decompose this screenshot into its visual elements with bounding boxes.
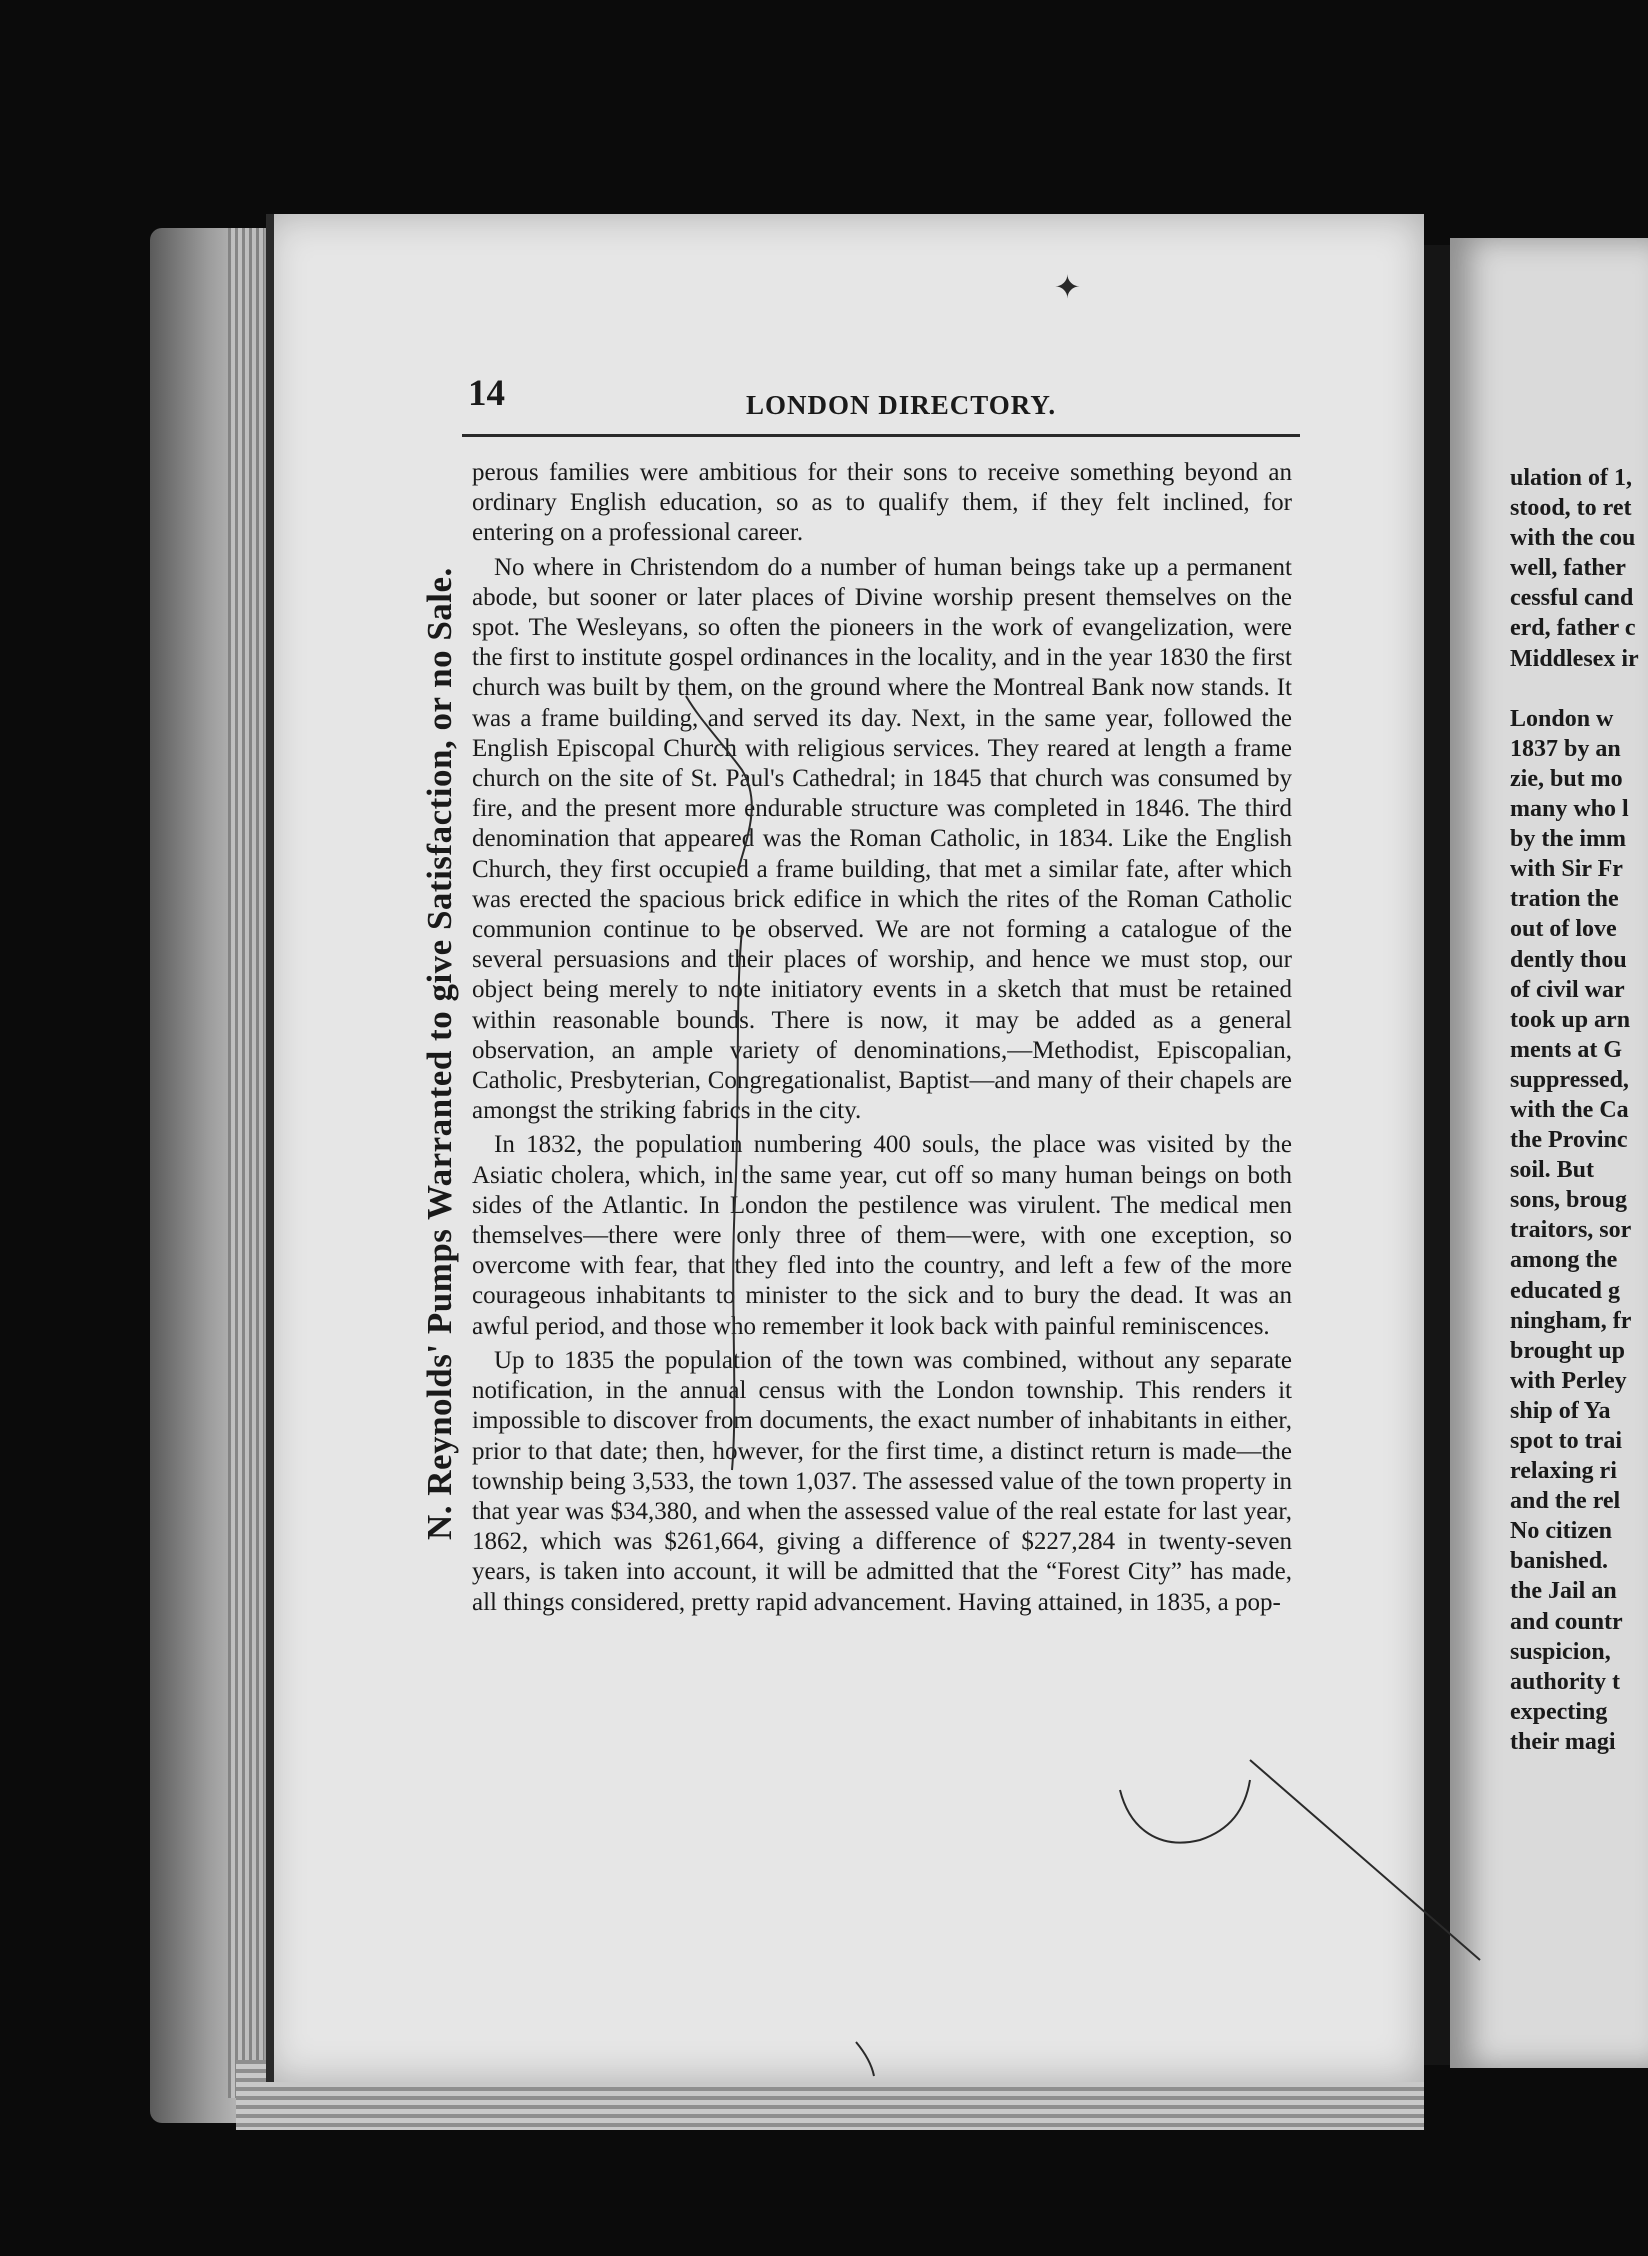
right-page-line: suspicion, — [1510, 1638, 1611, 1665]
right-page-line: with the cou — [1510, 525, 1636, 552]
right-page-line: soil. But — [1510, 1157, 1595, 1184]
right-page-line: expecting — [1510, 1698, 1608, 1725]
right-page-line: spot to trai — [1510, 1428, 1622, 1454]
right-page-line: stood, to ret — [1510, 495, 1632, 522]
right-page-line: dently thou — [1510, 946, 1627, 973]
right-page-line: traitors, sor — [1510, 1217, 1632, 1244]
right-page-line: London w — [1510, 705, 1614, 732]
right-page-line: zie, but mo — [1510, 765, 1623, 792]
right-page-line: ments at G — [1510, 1036, 1622, 1063]
paragraph: No where in Christendom do a number of human beings take up a permanent abode, but sooner or later places of Divine worship present themselves on the spot. The Wesleyans, so often the pioneers in the work of evangelization, were the first to institute gospel ordinances in the locality, and in the year 1830 the first church was built by them, on the ground where the Montreal Bank now stands. It was a frame building, and served its day. Next, in the same year, followed the English Episcopal Church with religious services. They reared at length a frame church on the site of St. Paul's Cathedral; in 1845 that church was consumed by fire, and the present more endurable structure was completed in 1846. The third denomination that appeared was the Roman Catholic, in 1834. Like the English Church, they first occupied a frame building, that met a similar fate, after which was erected the spacious brick edifice in which the rites of the Roman Catholic communion continue to be observed. We are not forming a catalogue of the several persuasions and their places of worship, and hence we must stop, our object being merely to note initiatory events in a sketch that must be retained within reasonable bounds. There is now, it may be added as a general observation, an ample variety of denominations,—Methodist, Episcopalian, Catholic, Presbyterian, Congregationalist, Baptist—and many of their chapels are amongst the striking fabrics in the city. — [472, 553, 1292, 1125]
right-page-line: ningham, fr — [1510, 1307, 1632, 1334]
right-page-line: with Sir Fr — [1510, 856, 1623, 883]
right-page-line: ulation of 1, — [1510, 465, 1633, 491]
right-page-line: sons, broug — [1510, 1187, 1627, 1214]
right-page-line: the Jail an — [1510, 1578, 1617, 1605]
right-page-line: relaxing ri — [1510, 1458, 1617, 1485]
right-page-line: educated g — [1510, 1277, 1620, 1304]
right-page-line: out of love — [1510, 916, 1617, 943]
right-page-line: erd, father c — [1510, 615, 1636, 642]
right-page-line: cessful cand — [1510, 585, 1634, 612]
right-page-line: ship of Ya — [1510, 1397, 1611, 1424]
right-page-line: well, father — [1510, 555, 1626, 582]
right-page-line: authority t — [1510, 1668, 1620, 1695]
right-page-line: tration the — [1510, 886, 1619, 913]
running-head: LONDON DIRECTORY. — [746, 390, 1057, 420]
page-number: 14 — [468, 373, 505, 414]
right-page-line: their magi — [1510, 1728, 1616, 1755]
right-page-line: No citizen — [1510, 1518, 1612, 1545]
right-page-line: took up arn — [1510, 1006, 1631, 1033]
right-page-line: banished. — [1510, 1548, 1609, 1575]
right-page-line: and countr — [1510, 1608, 1623, 1635]
right-page-line: many who l — [1510, 796, 1629, 823]
ink-mark: ✦ — [1054, 269, 1081, 305]
right-page-line: with the Ca — [1510, 1096, 1629, 1123]
right-page-line: the Provinc — [1510, 1127, 1628, 1154]
right-page-line: brought up — [1510, 1337, 1625, 1364]
right-page-line: with Perley — [1510, 1367, 1627, 1394]
right-page-line: Middlesex ir — [1510, 645, 1639, 672]
right-page-line: of civil war — [1510, 976, 1625, 1003]
right-page-line: 1837 by an — [1510, 735, 1621, 762]
paragraph: perous families were ambitious for their sons to receive something beyond an ordinary English education, so as to qualify them, if they felt inclined, for entering on a professional career. — [472, 459, 1292, 547]
right-page-line: suppressed, — [1510, 1066, 1629, 1093]
right-page-line: and the rel — [1510, 1488, 1621, 1515]
side-advertisement: N. Reynolds' Pumps Warranted to give Satisfaction, or no Sale. — [420, 567, 459, 1540]
right-page-line: among the — [1510, 1247, 1618, 1274]
paragraph: In 1832, the population numbering 400 souls, the place was visited by the Asiatic cholera, which, in the same year, cut off so many human beings on both sides of the Atlantic. In London the pestilence was virulent. The medical men themselves—there were only three of them—were, with one exception, so overcome with fear, that they fled into the country, and left a few of the more courageous inhabitants to minister to the sick and to bury the dead. It was an awful period, and those who remember it look back with painful reminiscences. — [472, 1131, 1292, 1340]
right-page-line: by the imm — [1510, 826, 1626, 853]
paragraph: Up to 1835 the population of the town was combined, without any separate notification, in the annual census with the London township. This renders it impossible to discover from documents, the exact number of inhabitants in either, prior to that date; then, however, for the first time, a distinct return is made—the township being 3,533, the town 1,037. The assessed value of the town property in that year was $34,380, and when the assessed value of the real estate for last year, 1862, which was $261,664, giving a difference of $227,284 in twenty-seven years, is taken into account, it will be admitted that the “Forest City” has made, all things considered, pretty rapid advancement. Having attained, in 1835, a pop- — [472, 1346, 1292, 1616]
